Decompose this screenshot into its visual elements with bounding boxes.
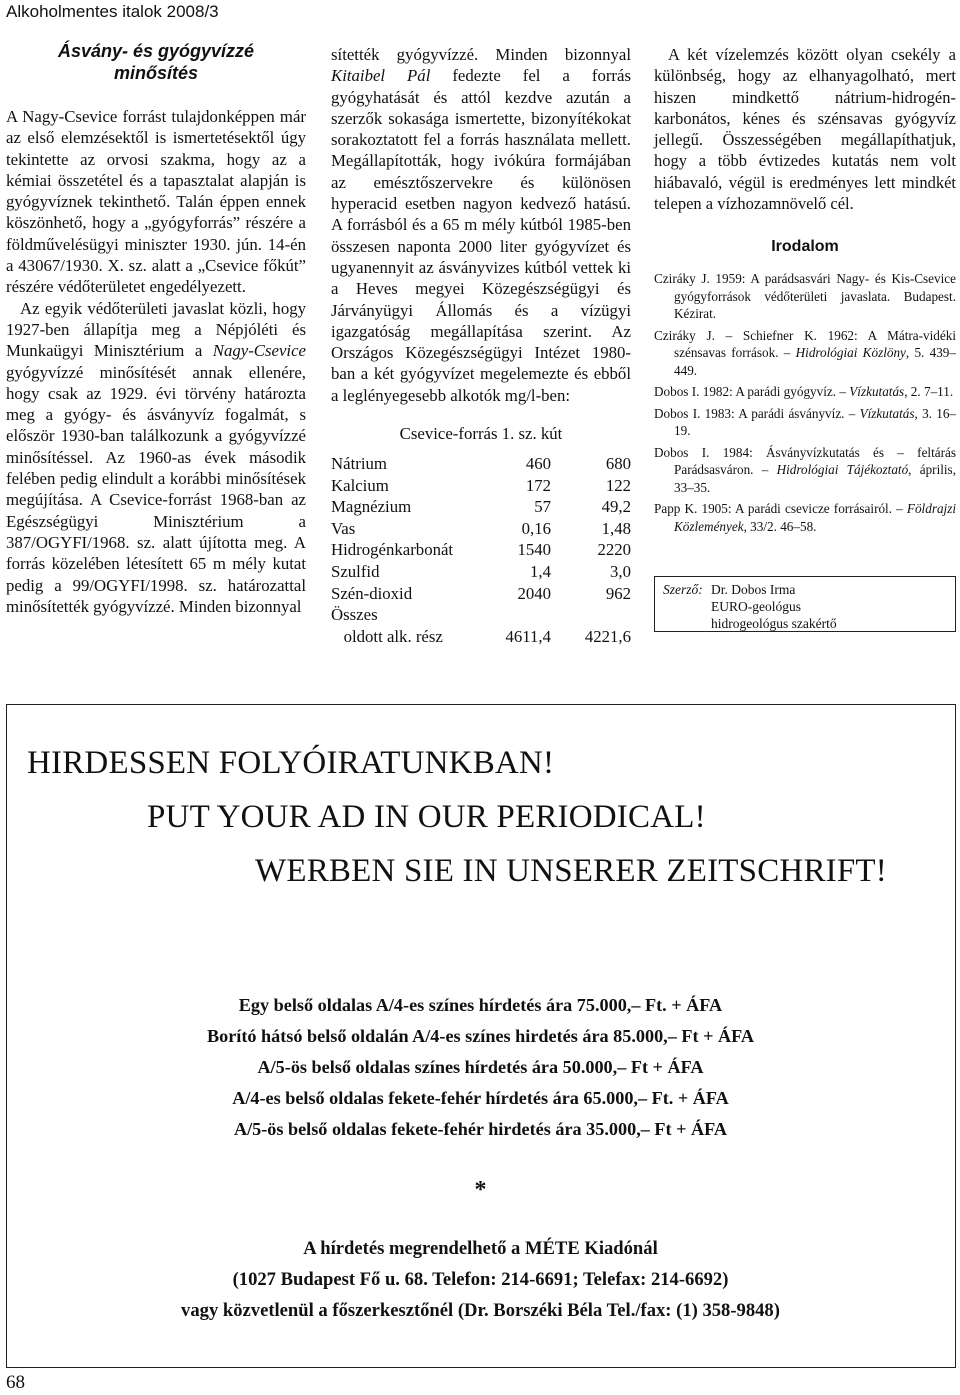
paragraph-3: A két vízelemzés között olyan csekély a különbség, hogy az elhanyagolható, mert hiszen mindkettő nátrium-hidrogén-karbonátos, kénes és szénsavas gyógyvíz jellegű. Összességében megállapíthatjuk, hogy a több évtizedes kutatás nem volt hiábavaló, végül is eredményes lett mindkét telepen a vízhozamnövelő cél.	[654, 45, 956, 214]
table-row	[331, 584, 631, 606]
reference-item	[654, 500, 956, 535]
component-name: Hidrogénkarbonát	[331, 540, 454, 560]
ad-price-line: Borító hátsó belső oldalán A/4-es színes hirdetés ára 85.000,– Ft + ÁFA	[206, 1026, 755, 1046]
reference-item	[654, 405, 956, 440]
component-name: Összes	[331, 605, 378, 625]
value-well-2: 2220	[597, 540, 631, 560]
author-name: Dr. Dobos Irma	[711, 582, 796, 597]
composition-table	[331, 454, 631, 648]
paragraph-1: A Nagy-Csevice forrást tulajdonképpen már az első elemzésektől is ismertetésektől úgy tekintette az orvosi szakma, hogy az a kémiai összetétel és a tapasztalat alapján is gyógyvíznek tekinthető. Talán éppen ennek köszönhető, hogy a „gyógyforrás” részére a földművelésügyi miniszter 1930. jún. 14-én a 43067/1930. X. sz. alatt a „Csevice főkút” részére védőterületet engedélyezett.	[6, 107, 306, 297]
value-well-1: 1,4	[530, 562, 551, 582]
reference-tail: , 5. 439–449.	[674, 345, 956, 378]
running-title: Alkoholmentes italok 2008/3	[6, 2, 219, 21]
author-title: EURO-geológus	[711, 599, 801, 614]
paragraph-2-part-a: Az egyik védőterületi javaslat közli, hogy 1927-ben állapítja meg a Népjóléti és Munkaügyi Minisztérium a	[6, 298, 306, 361]
paragraph-2-cont-lead: sítették gyógyvízzé. Minden bizonnyal	[331, 45, 631, 64]
ad-price-line: A/4-es belső oldalas fekete-fehér hírdetés ára 65.000,– Ft. + ÁFA	[232, 1088, 729, 1108]
value-well-1: 57	[534, 497, 551, 517]
reference-item	[654, 270, 956, 323]
table-row	[331, 605, 631, 627]
table-row	[331, 627, 631, 649]
section-title-line1: Ásvány- és gyógyvízzé	[57, 41, 255, 61]
table-row	[331, 476, 631, 498]
value-well-2: 962	[605, 583, 631, 603]
value-well-2: 122	[605, 475, 631, 495]
value-well-2: 1,48	[601, 518, 631, 538]
value-well-2: 680	[605, 454, 631, 474]
value-well-1	[491, 605, 551, 627]
value-well-2: 49,2	[601, 497, 631, 517]
ad-headline-de: WERBEN SIE IN UNSERER ZEITSCHRIFT!	[255, 853, 887, 889]
reference-text: Dobos I. 1984: Ásványvízkutatás és – feltárás Parádsasváron. –	[654, 444, 956, 478]
reference-tail: , 33/2. 46–58.	[743, 518, 817, 534]
value-well-1: 0,16	[521, 518, 551, 538]
value-well-2: 3,0	[610, 562, 631, 582]
table-row	[331, 454, 631, 476]
author-label: Szerző:	[663, 582, 703, 597]
reference-item	[654, 327, 956, 380]
ad-contact-line: vagy közvetlenül a főszerkesztőnél (Dr. Borszéki Béla Tel./fax: (1) 358-9848)	[181, 1300, 780, 1321]
component-name: Szulfid	[331, 562, 380, 582]
paragraph-2-part-b: gyógyvízzé minősítését annak ellenére, hogy csak az 1929. évi törvény határozta meg a gyógy- és ásványvíz fogalmát, s először 1930-ban találkozunk a gyógyvízzé minősítéssel. Az 1960-as évek második felében pedig elindult a korábbi minősítések megújítása. A Csevice-forrást 1968-ban az Egészségügyi Minisztérium a 387/OGYFI/1968. sz. alatt újította meg. A forrás közelében létesített 65 m mély kutat pedig a 99/OGYFI/1998. sz. határozattal minősítették gyógyvízzé. Minden bizonnyal	[6, 362, 306, 616]
ad-separator-star: *	[474, 1177, 487, 1203]
reference-tail: , 3. 16–19.	[674, 405, 957, 439]
table-row	[331, 519, 631, 541]
table-row	[331, 497, 631, 519]
author-box	[654, 576, 956, 632]
component-name: Szén-dioxid	[331, 583, 413, 603]
component-name: Magnézium	[331, 497, 412, 517]
ad-headline-en: PUT YOUR AD IN OUR PERIODICAL!	[147, 799, 706, 835]
table-title: Csevice-forrás 1. sz. kút	[399, 424, 563, 444]
reference-text: Cziráky J. 1959: A parádsasvári Nagy- és Kis-Csevice gyógyforrások védőterületi javaslata. Budapest. Kézirat.	[654, 271, 956, 322]
value-well-1: 2040	[517, 583, 551, 603]
section-title	[6, 40, 306, 84]
paragraph-2-emphasis: Nagy-Csevice	[212, 341, 306, 361]
component-name: Kalcium	[331, 475, 389, 495]
table-row	[331, 562, 631, 584]
ad-headline-hu: HIRDESSEN FOLYÓIRATUNKBAN!	[27, 745, 555, 781]
value-well-1: 172	[525, 475, 551, 495]
column-3	[654, 44, 956, 539]
page-number: 68	[6, 1372, 25, 1393]
reference-journal: Földrajzi Közlemények	[674, 501, 956, 534]
reference-journal: Vízkutatás	[859, 405, 915, 421]
value-well-1: 1540	[517, 540, 551, 560]
ad-price-line: Egy belső oldalas A/4-es színes hírdetés ára 75.000,– Ft. + ÁFA	[238, 995, 723, 1015]
references-list	[654, 270, 956, 535]
reference-tail: , 2. 7–11.	[904, 384, 954, 400]
column-2	[331, 44, 631, 648]
reference-text: Dobos I. 1983: A parádi ásványvíz. –	[654, 405, 860, 421]
ad-contact-line: A hírdetés megrendelhető a MÉTE Kiadónál	[303, 1238, 658, 1259]
paragraph-2-emphasis-2: Kitaibel Pál	[331, 66, 431, 86]
component-name: Nátrium	[331, 454, 387, 474]
paragraph-2-part-c: fedezte fel a forrás gyógyhatását és attól kezdve azután a szerzők sokasága ismertette, bizonyítékokat sorakoztatott fel a forrás használata mellett. Megállapították, hogy ivókúra formájában az emésztőszervekre és különösen hyperacid esetben nagyon kedvező hatású. A forrásból és a 65 m mély kútból 1985-ben összesen naponta 2000 liter gyógyvízet és ugyanennyit az ásványvizes kútból vettek ki a Heves megyei Közegészségügyi és Járványügyi Állomás és a vízügyi igazgatóság megállapítása szerint. Az Országos Közegészségügyi Intézet 1980-ban a két gyógyvízet megelemezte és ebből a leglényegesebb alkotók mg/l-ben:	[331, 66, 631, 405]
paragraph-2	[6, 298, 306, 617]
ad-price-line: A/5-ös belső oldalas színes hírdetés ára 50.000,– Ft + ÁFA	[257, 1057, 704, 1077]
reference-text: Cziráky J. – Schiefner K. 1962: A Mátra-vidéki szénsavas források. –	[654, 327, 956, 361]
section-title-line2: minősítés	[113, 63, 199, 83]
reference-text: Papp K. 1905: A parádi csevicze forrásairól. –	[654, 501, 907, 517]
component-name: Vas	[331, 518, 356, 538]
reference-journal: Hidrológiai Tájékoztató	[776, 462, 909, 478]
ad-contact-line: (1027 Budapest Fő u. 68. Telefon: 214-6691; Telefax: 214-6692)	[232, 1269, 729, 1290]
reference-text: Dobos I. 1982: A parádi gyógyvíz. –	[654, 384, 850, 400]
value-well-2	[551, 605, 631, 627]
reference-item	[654, 383, 956, 401]
advertisement-box	[6, 704, 956, 1368]
reference-journal: Vízkutatás	[849, 384, 905, 400]
value-well-1: 4611,4	[505, 626, 551, 646]
reference-journal: Hidrológiai Közlöny	[795, 345, 906, 361]
reference-item	[654, 444, 956, 497]
reference-tail: , április, 33–35.	[674, 462, 956, 495]
column-1	[6, 40, 306, 617]
value-well-2: 4221,6	[584, 626, 631, 646]
table-row	[331, 540, 631, 562]
references-title: Irodalom	[771, 238, 839, 256]
value-well-1: 460	[525, 454, 551, 474]
author-lines	[711, 581, 837, 632]
author-role: hidrogeológus szakértő	[711, 616, 837, 631]
ad-price-line: A/5-ös belső oldalas fekete-fehér hirdetés ára 35.000,– Ft + ÁFA	[233, 1119, 728, 1139]
paragraph-2-continued	[331, 44, 631, 406]
component-name: oldott alk. rész	[331, 626, 443, 646]
